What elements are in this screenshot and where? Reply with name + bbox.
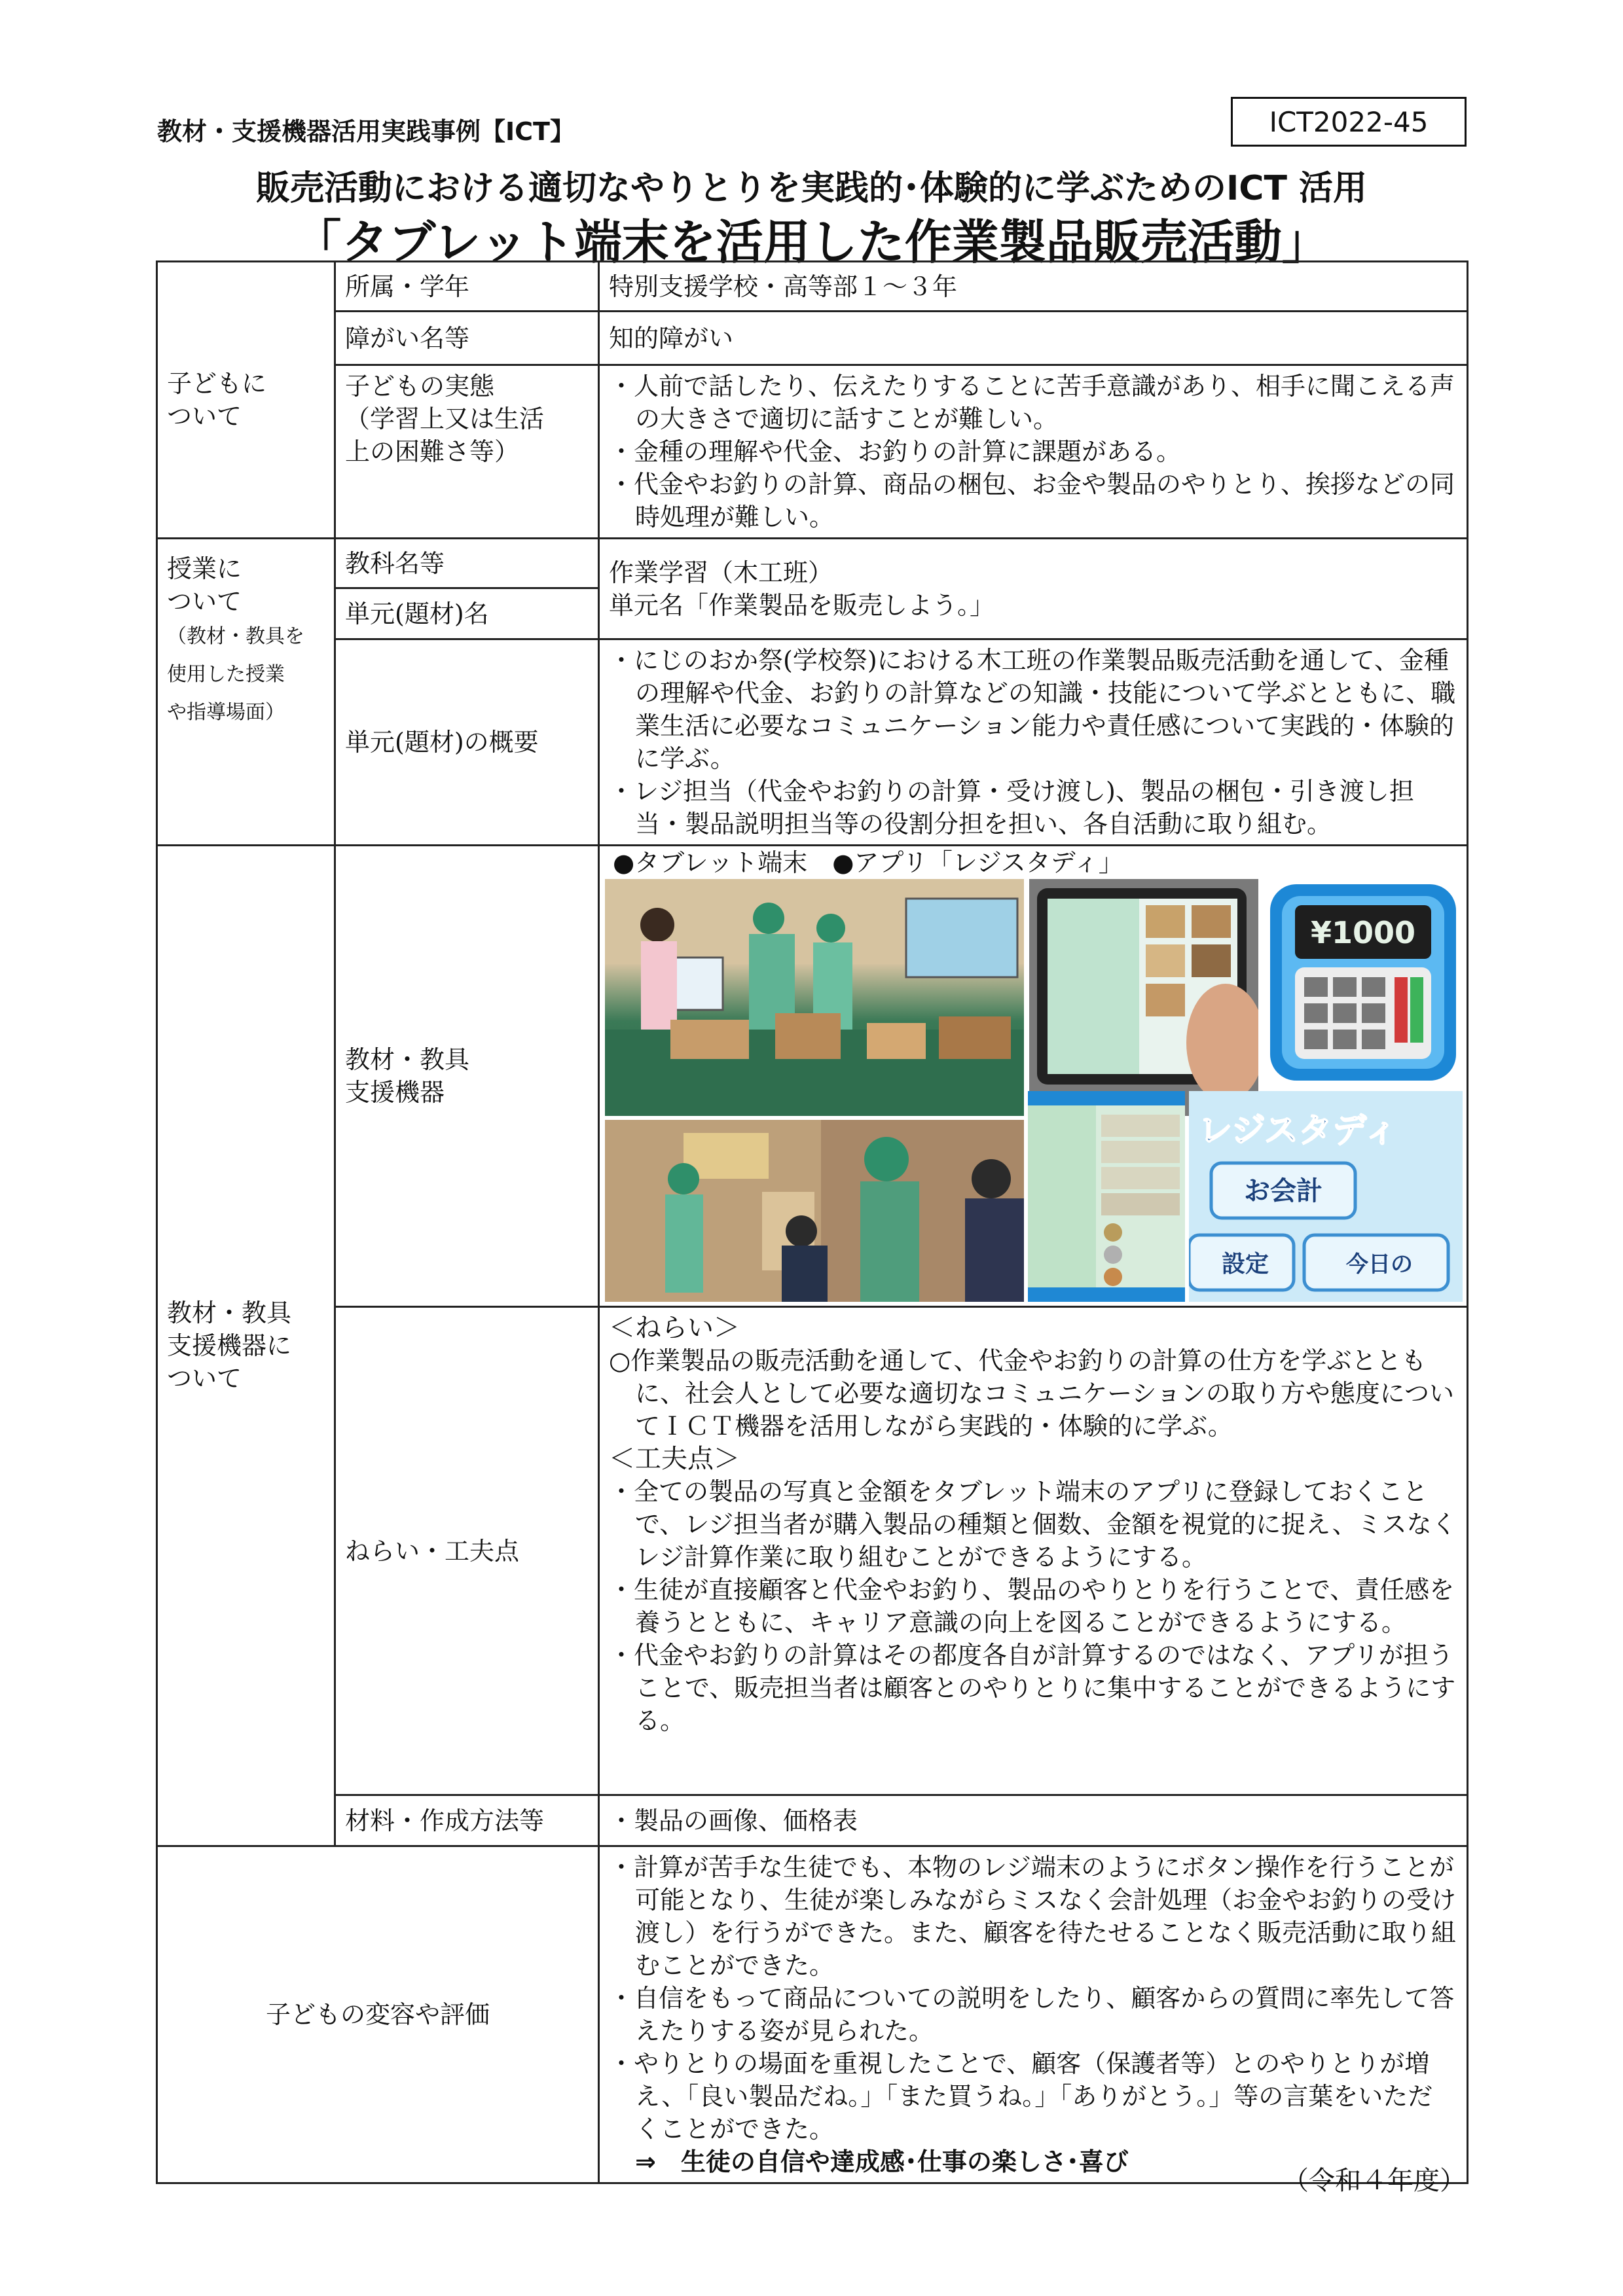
photo-app-menu-screen bbox=[1189, 1091, 1463, 1302]
affiliation-label: 所属・学年 bbox=[335, 262, 599, 312]
booth-illustration bbox=[605, 879, 1024, 1116]
students-illustration bbox=[605, 1120, 1024, 1302]
list-item: ・やりとりの場面を重視したことで、顧客（保護者等）とのやりとりが増え、「良い製品だね。」「また買うね。」「ありがとう。」等の言葉をいただくことができた。 bbox=[609, 2049, 1433, 2144]
material-value: ・製品の画像、価格表 bbox=[599, 1795, 1468, 1846]
overview-value bbox=[599, 639, 1468, 846]
row-material bbox=[157, 1795, 1468, 1846]
material-label: 材料・作成方法等 bbox=[335, 1795, 599, 1846]
practice-table bbox=[156, 260, 1468, 2184]
app-price-display: ¥1000 bbox=[1310, 915, 1416, 950]
document-title: 「タブレット端末を活用した作業製品販売活動」 bbox=[294, 215, 1329, 270]
overview-label: 単元(題材)の概要 bbox=[335, 639, 599, 846]
section-tools: 教材・教具 支援機器に ついて bbox=[157, 846, 335, 1846]
list-item: ・にじのおか祭(学校祭)における木工班の作業製品販売活動を通して、金種の理解や代金、お釣りの計算などの知識・技能について学ぶとともに、職業生活に必要なコミュニケーション能力や責任感について実践的・体験的に学ぶ。 bbox=[609, 646, 1456, 773]
row-aims bbox=[157, 1307, 1468, 1795]
list-item: ・代金やお釣りの計算はその都度各自が計算するのではなく、アプリが担うことで、販売担当者は顧客とのやりとりに集中することができるようにする。 bbox=[609, 1641, 1456, 1735]
document-id: ICT2022-45 bbox=[1231, 97, 1467, 147]
row-overview bbox=[157, 639, 1468, 846]
unit-value: 単元名「作業製品を販売しよう。」 bbox=[609, 590, 995, 620]
unit-label: 単元(題材)名 bbox=[335, 588, 599, 639]
app-today-text: 今日の bbox=[1346, 1251, 1413, 1278]
document-subtitle: 販売活動における適切なやりとりを実践的･体験的に学ぶためのICT 活用 bbox=[255, 169, 1368, 208]
list-item: ○作業製品の販売活動を通して、代金やお釣りの計算の仕方を学ぶとともに、社会人として必要な適切なコミュニケーションの取り方や態度についてＩＣＴ機器を活用しながら実践的・体験的に学ぶ。 bbox=[609, 1346, 1454, 1441]
device-heading: ＜工夫点＞ bbox=[609, 1444, 740, 1474]
app-title-text: レジスタディ bbox=[1198, 1111, 1398, 1151]
list-item: ・金種の理解や代金、お釣りの計算に課題がある。 bbox=[609, 437, 1182, 466]
state-value bbox=[599, 365, 1468, 539]
list-item: ・自信をもって商品についての説明をしたり、顧客からの質問に率先して答えたりする姿が見られた。 bbox=[609, 1984, 1455, 2045]
section-child: 子どもに ついて bbox=[157, 262, 335, 539]
subject-label: 教科名等 bbox=[335, 539, 599, 588]
app-settings-text: 設定 bbox=[1221, 1251, 1269, 1278]
evaluation-value bbox=[599, 1846, 1468, 2183]
photo-tablet bbox=[1029, 879, 1258, 1116]
register-app-icon bbox=[1264, 879, 1463, 1087]
row-subject bbox=[157, 539, 1468, 588]
disability-value: 知的障がい bbox=[599, 312, 1468, 365]
list-item: ・生徒が直接顧客と代金やお釣り、製品のやりとりを行うことで、責任感を養うとともに、キャリア意識の向上を図ることができるようにする。 bbox=[609, 1575, 1455, 1637]
evaluation-label: 子どもの変容や評価 bbox=[157, 1846, 599, 2183]
row-evaluation bbox=[157, 1846, 1468, 2183]
list-item: ・人前で話したり、伝えたりすることに苦手意識があり、相手に聞こえる声の大きさで適切に話すことが難しい。 bbox=[609, 372, 1455, 433]
photo-sales-booth bbox=[605, 879, 1024, 1116]
app-checkout-text: お会計 bbox=[1244, 1176, 1322, 1206]
row-disability bbox=[157, 312, 1468, 365]
disability-label: 障がい名等 bbox=[335, 312, 599, 365]
document-category: 教材・支援機器活用実践事例【ICT】 bbox=[157, 117, 575, 146]
list-item: ・全ての製品の写真と金額をタブレット端末のアプリに登録しておくことで、レジ担当者が購入製品の種類と個数、金額を視覚的に捉え、ミスなくレジ計算作業に取り組むことができるようにする。 bbox=[609, 1477, 1457, 1571]
photo-students bbox=[605, 1120, 1024, 1302]
footer-year: （令和４年度） bbox=[1283, 2166, 1466, 2196]
menu-screen-illustration bbox=[1189, 1091, 1463, 1302]
payment-screen-illustration bbox=[1028, 1091, 1185, 1302]
subject-value: 作業学習（木工班） bbox=[609, 558, 833, 587]
row-state bbox=[157, 365, 1468, 539]
aim-heading: ＜ねらい＞ bbox=[609, 1313, 740, 1343]
state-label: 子どもの実態 （学習上又は生活 上の困難さ等） bbox=[335, 365, 599, 539]
photo-app-payment-screen bbox=[1028, 1091, 1185, 1302]
tools-label: 教材・教具 支援機器 bbox=[335, 846, 599, 1307]
affiliation-value: 特別支援学校・高等部１～３年 bbox=[599, 262, 1468, 312]
list-item: ・レジ担当（代金やお釣りの計算・受け渡し)、製品の梱包・引き渡し担当・製品説明担当等の役割分担を担い、各自活動に取り組む。 bbox=[609, 777, 1414, 838]
aim-label: ねらい・工夫点 bbox=[335, 1307, 599, 1795]
row-tools bbox=[157, 846, 1468, 1307]
tools-photos-cell bbox=[599, 846, 1468, 1307]
subject-unit-value bbox=[599, 539, 1468, 639]
list-item: ・代金やお釣りの計算、商品の梱包、お金や製品のやりとり、挨拶などの同時処理が難しい。 bbox=[609, 470, 1455, 531]
photo-app-icon bbox=[1264, 879, 1463, 1087]
tools-caption: ●タブレット端末 ●アプリ「レジスタディ」 bbox=[613, 848, 1123, 877]
photo-collage bbox=[605, 879, 1463, 1302]
evaluation-conclusion: ⇒ 生徒の自信や達成感･仕事の楽しさ･喜び bbox=[635, 2147, 1129, 2176]
row-affiliation bbox=[157, 262, 1468, 312]
section-lesson: 授業に ついて （教材・教具を 使用した授業 や指導場面） bbox=[157, 539, 335, 846]
list-item: ・計算が苦手な生徒でも、本物のレジ端末のようにボタン操作を行うことが可能となり、生徒が楽しみながらミスなく会計処理（お金やお釣りの受け渡し）を行うができた。また、顧客を待たせることなく販売活動に取り組むことができた。 bbox=[609, 1853, 1457, 1980]
tablet-illustration bbox=[1029, 879, 1258, 1116]
aim-value bbox=[599, 1307, 1468, 1795]
